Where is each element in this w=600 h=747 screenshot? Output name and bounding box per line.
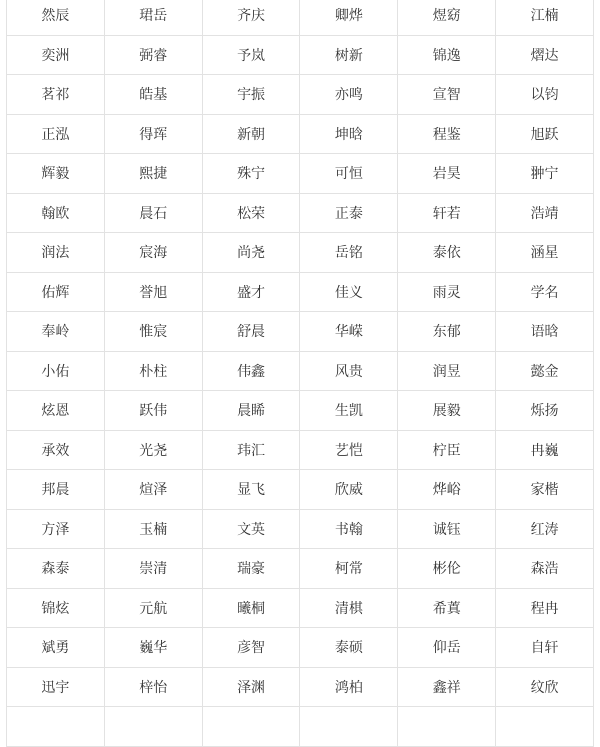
table-row bbox=[7, 312, 594, 352]
name-cell: 尚尧 bbox=[202, 233, 300, 273]
name-cell: 惟宸 bbox=[104, 312, 202, 352]
table-row bbox=[7, 35, 594, 75]
name-cell: 锦逸 bbox=[398, 35, 496, 75]
name-cell: 然辰 bbox=[7, 0, 105, 35]
name-cell: 予岚 bbox=[202, 35, 300, 75]
table-row bbox=[7, 75, 594, 115]
table-row bbox=[7, 430, 594, 470]
name-cell bbox=[7, 707, 105, 747]
name-cell: 佑辉 bbox=[7, 272, 105, 312]
table-row bbox=[7, 154, 594, 194]
table-row bbox=[7, 391, 594, 431]
name-cell: 展毅 bbox=[398, 391, 496, 431]
name-cell: 显飞 bbox=[202, 470, 300, 510]
name-cell: 炫恩 bbox=[7, 391, 105, 431]
name-cell: 弼睿 bbox=[104, 35, 202, 75]
name-cell: 轩若 bbox=[398, 193, 496, 233]
name-cell: 泽渊 bbox=[202, 667, 300, 707]
name-cell: 煜窈 bbox=[398, 0, 496, 35]
name-cell: 煊泽 bbox=[104, 470, 202, 510]
name-cell: 熙捷 bbox=[104, 154, 202, 194]
name-cell: 晨石 bbox=[104, 193, 202, 233]
name-cell: 玉楠 bbox=[104, 509, 202, 549]
name-cell: 旭跃 bbox=[496, 114, 594, 154]
name-cell: 迅宇 bbox=[7, 667, 105, 707]
name-cell: 森浩 bbox=[496, 549, 594, 589]
name-cell: 崇清 bbox=[104, 549, 202, 589]
name-cell: 森泰 bbox=[7, 549, 105, 589]
name-cell: 艺恺 bbox=[300, 430, 398, 470]
name-cell: 小佑 bbox=[7, 351, 105, 391]
table-row bbox=[7, 233, 594, 273]
name-cell: 涵星 bbox=[496, 233, 594, 273]
name-cell: 瑞豪 bbox=[202, 549, 300, 589]
name-cell: 承效 bbox=[7, 430, 105, 470]
name-cell: 宇振 bbox=[202, 75, 300, 115]
name-cell: 程鉴 bbox=[398, 114, 496, 154]
name-cell: 东郁 bbox=[398, 312, 496, 352]
name-cell: 可恒 bbox=[300, 154, 398, 194]
name-cell: 仰岳 bbox=[398, 628, 496, 668]
name-cell: 生凯 bbox=[300, 391, 398, 431]
name-cell: 红涛 bbox=[496, 509, 594, 549]
names-table bbox=[6, 0, 594, 747]
name-cell: 梓怡 bbox=[104, 667, 202, 707]
name-cell: 冉巍 bbox=[496, 430, 594, 470]
name-cell: 程冉 bbox=[496, 588, 594, 628]
table-row bbox=[7, 667, 594, 707]
name-cell: 玮汇 bbox=[202, 430, 300, 470]
name-cell: 誉旭 bbox=[104, 272, 202, 312]
name-cell: 朴柱 bbox=[104, 351, 202, 391]
name-cell: 柠臣 bbox=[398, 430, 496, 470]
name-cell: 泰硕 bbox=[300, 628, 398, 668]
name-cell: 佳义 bbox=[300, 272, 398, 312]
name-cell bbox=[104, 707, 202, 747]
name-cell: 柯常 bbox=[300, 549, 398, 589]
name-cell: 华嵘 bbox=[300, 312, 398, 352]
name-cell: 清棋 bbox=[300, 588, 398, 628]
name-cell: 懿金 bbox=[496, 351, 594, 391]
name-cell: 浩靖 bbox=[496, 193, 594, 233]
table-row bbox=[7, 588, 594, 628]
name-cell: 亦鸣 bbox=[300, 75, 398, 115]
name-cell: 鸿柏 bbox=[300, 667, 398, 707]
name-cell: 树新 bbox=[300, 35, 398, 75]
name-cell: 熠达 bbox=[496, 35, 594, 75]
name-cell: 彬伦 bbox=[398, 549, 496, 589]
name-cell: 卿烨 bbox=[300, 0, 398, 35]
name-cell: 齐庆 bbox=[202, 0, 300, 35]
name-cell: 晨睎 bbox=[202, 391, 300, 431]
name-cell: 邦晨 bbox=[7, 470, 105, 510]
name-cell: 元航 bbox=[104, 588, 202, 628]
name-cell: 欣威 bbox=[300, 470, 398, 510]
name-cell: 泰依 bbox=[398, 233, 496, 273]
name-cell: 正泓 bbox=[7, 114, 105, 154]
name-cell: 得珲 bbox=[104, 114, 202, 154]
name-cell: 新朝 bbox=[202, 114, 300, 154]
name-cell: 宣智 bbox=[398, 75, 496, 115]
name-cell: 岩昊 bbox=[398, 154, 496, 194]
name-cell: 辉毅 bbox=[7, 154, 105, 194]
name-cell: 鑫祥 bbox=[398, 667, 496, 707]
table-row bbox=[7, 351, 594, 391]
name-cell: 翀宁 bbox=[496, 154, 594, 194]
name-cell: 跃伟 bbox=[104, 391, 202, 431]
table-row bbox=[7, 272, 594, 312]
name-cell bbox=[300, 707, 398, 747]
name-cell bbox=[202, 707, 300, 747]
name-cell: 正泰 bbox=[300, 193, 398, 233]
name-cell: 自轩 bbox=[496, 628, 594, 668]
name-cell: 学名 bbox=[496, 272, 594, 312]
name-cell: 雨灵 bbox=[398, 272, 496, 312]
table-row bbox=[7, 114, 594, 154]
name-cell: 舒晨 bbox=[202, 312, 300, 352]
name-cell bbox=[496, 707, 594, 747]
table-row bbox=[7, 0, 594, 35]
name-cell: 润法 bbox=[7, 233, 105, 273]
name-cell: 风贵 bbox=[300, 351, 398, 391]
name-cell: 岳铭 bbox=[300, 233, 398, 273]
name-cell: 光尧 bbox=[104, 430, 202, 470]
name-cell: 书翰 bbox=[300, 509, 398, 549]
name-cell: 皓基 bbox=[104, 75, 202, 115]
name-cell: 家楷 bbox=[496, 470, 594, 510]
name-cell: 殊宁 bbox=[202, 154, 300, 194]
name-cell: 奕洲 bbox=[7, 35, 105, 75]
name-cell: 坤晗 bbox=[300, 114, 398, 154]
name-cell: 以钧 bbox=[496, 75, 594, 115]
table-row bbox=[7, 549, 594, 589]
name-cell: 方泽 bbox=[7, 509, 105, 549]
name-cell: 烁扬 bbox=[496, 391, 594, 431]
name-cell: 茗祁 bbox=[7, 75, 105, 115]
name-cell: 语晗 bbox=[496, 312, 594, 352]
name-cell bbox=[398, 707, 496, 747]
name-cell: 珺岳 bbox=[104, 0, 202, 35]
table-row bbox=[7, 707, 594, 747]
name-cell: 巍华 bbox=[104, 628, 202, 668]
name-cell: 宸海 bbox=[104, 233, 202, 273]
name-cell: 伟鑫 bbox=[202, 351, 300, 391]
name-cell: 锦炫 bbox=[7, 588, 105, 628]
name-cell: 奉岭 bbox=[7, 312, 105, 352]
name-cell: 斌勇 bbox=[7, 628, 105, 668]
table-row bbox=[7, 193, 594, 233]
name-cell: 彦智 bbox=[202, 628, 300, 668]
names-table-body bbox=[7, 0, 594, 746]
name-cell: 盛才 bbox=[202, 272, 300, 312]
name-cell: 曦桐 bbox=[202, 588, 300, 628]
name-cell: 润昱 bbox=[398, 351, 496, 391]
table-row bbox=[7, 509, 594, 549]
name-cell: 希蒖 bbox=[398, 588, 496, 628]
name-cell: 文英 bbox=[202, 509, 300, 549]
name-cell: 江楠 bbox=[496, 0, 594, 35]
table-row bbox=[7, 628, 594, 668]
name-cell: 翰欧 bbox=[7, 193, 105, 233]
table-row bbox=[7, 470, 594, 510]
name-cell: 纹欣 bbox=[496, 667, 594, 707]
name-cell: 烨峪 bbox=[398, 470, 496, 510]
name-cell: 诚钰 bbox=[398, 509, 496, 549]
name-cell: 松荣 bbox=[202, 193, 300, 233]
